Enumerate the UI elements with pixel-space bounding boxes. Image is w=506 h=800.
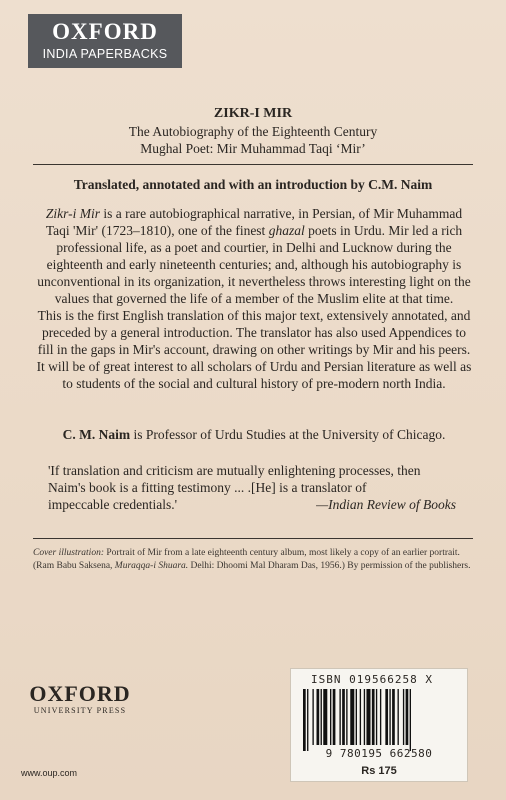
barcode-bar (333, 689, 336, 745)
barcode-bar (307, 689, 308, 751)
book-title: ZIKR-I MIR (213, 106, 293, 121)
book-description (33, 205, 475, 392)
barcode-bar (346, 689, 347, 745)
logo-series-label: INDIA PAPERBACKS (42, 47, 168, 61)
barcode-bar (366, 689, 370, 745)
title-block (0, 105, 506, 157)
barcode-bar (312, 689, 313, 745)
price-label: Rs 175 (361, 765, 397, 777)
review-line-1: 'If translation and criticism are mutually enlightening processes, then (48, 463, 421, 478)
barcode-bar (303, 689, 306, 751)
barcode-bar (321, 689, 322, 745)
translator-credit: Translated, annotated and with an introduction by C.M. Naim (73, 177, 433, 192)
publisher-subname: UNIVERSITY PRESS (33, 706, 127, 715)
barcode-bar (360, 689, 361, 745)
cover-note-text-a: Portrait of Mir from a late eighteenth century album, most likely a copy of an earlier portrait. (Ram Babu Saksena, (33, 548, 460, 571)
author-bio: is Professor of Urdu Studies at the University of Chicago. (130, 427, 446, 442)
review-line-2: Naim's book is a fitting testimony ... .[He] is a translator of (48, 480, 367, 495)
barcode-bar (364, 689, 365, 745)
barcode-bar (403, 689, 404, 745)
barcode-bar (376, 689, 377, 745)
book-title-italic: Zikr-i Mir (45, 206, 100, 221)
cover-note-label: Cover illustration: (33, 548, 104, 558)
oxford-india-paperbacks-logo (28, 14, 182, 68)
description-paragraph-1 (33, 205, 475, 307)
barcode-bar (406, 689, 409, 745)
description-p1-part-a: is a rare autobiographical narrative, in Persian, of Mir Muhammad Taqi 'Mir' (1723–1810), one of the finest (45, 206, 463, 238)
description-paragraph-2: This is the first English translation of this major text, extensively annotated, and preceded by a general introduction. The translator has also used Appendices to fill in the gaps in Mir's account, drawing on other writings by Mir and his peers. It will be of great interest to all scholars of Urdu and Persian literature as well as to students of the social and cultural history of pre-modern north India. (36, 308, 472, 391)
divider-bottom (33, 538, 473, 539)
barcode-bar (339, 689, 340, 745)
cover-illustration-note (33, 547, 473, 573)
barcode-label (290, 668, 468, 782)
barcode-bar (392, 689, 395, 745)
book-subtitle-line-2: Mughal Poet: Mir Muhammad Taqi ‘Mir’ (140, 141, 366, 156)
barcode-graphic (301, 689, 457, 751)
barcode-bar (385, 689, 388, 745)
barcode-bar (342, 689, 345, 745)
ghazal-term: ghazal (268, 223, 305, 238)
barcode-bar (389, 689, 390, 745)
author-name: C. M. Naim (62, 427, 131, 442)
divider-top (33, 164, 473, 165)
barcode-bar (380, 689, 381, 745)
barcode-bar (317, 689, 320, 745)
review-quote (48, 462, 478, 513)
publisher-name: OXFORD (29, 681, 131, 706)
barcode-bar (372, 689, 375, 745)
isbn-number: ISBN 019566258 X (311, 673, 433, 686)
cover-note-book: Muraqqa-i Shuara. (114, 561, 189, 571)
barcode-bar (398, 689, 399, 745)
barcode-bar (356, 689, 357, 745)
author-note (33, 426, 475, 443)
review-line-3: impeccable credentials.' (48, 497, 178, 512)
publisher-website: www.oup.com (21, 768, 78, 778)
review-source: —Indian Review of Books (316, 497, 456, 512)
description-p1-part-b: poets in Urdu. Mir led a rich professional life, as a poet and courtier, in Delhi and Lucknow during the eighteenth and early nineteenth centuries; and, although his autobiography is unconventional in its organization, it nevertheless throws interesting light on the values that governed the life of a member of the Muslim elite at that time. (37, 223, 471, 306)
barcode-digits: 9 780195 662580 (325, 747, 433, 760)
oxford-university-press-logo (20, 682, 140, 716)
logo-oxford-word: OXFORD (52, 19, 158, 44)
cover-note-text-b: Delhi: Dhoomi Mal Dharam Das, 1956.) By permission of the publishers. (188, 561, 471, 571)
barcode-bar (350, 689, 354, 745)
barcode-bar (323, 689, 327, 745)
book-subtitle-line-1: The Autobiography of the Eighteenth Century (128, 124, 378, 139)
barcode-bar (410, 689, 411, 751)
barcode-bar (330, 689, 331, 745)
